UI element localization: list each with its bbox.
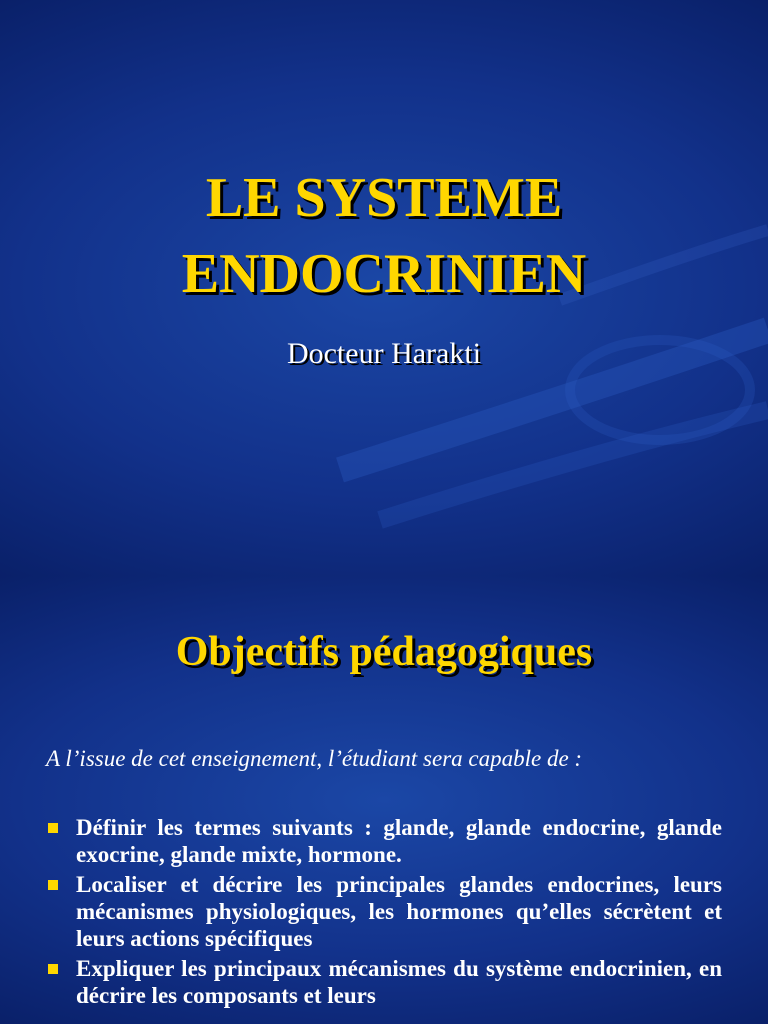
- square-bullet-icon: [48, 880, 58, 890]
- slide-title-line-1: LE SYSTEME: [205, 167, 563, 229]
- slide-subtitle-author: Docteur Harakti: [286, 337, 482, 370]
- square-bullet-icon: [48, 964, 58, 974]
- square-bullet-icon: [48, 823, 58, 833]
- list-item-text: Définir les termes suivants : glande, glande endocrine, glande exocrine, glande mixte, hormone.: [76, 815, 722, 867]
- objectives-title: Objectifs pédagogiques: [175, 629, 593, 675]
- objectives-list: [46, 814, 722, 1012]
- list-item: [46, 814, 722, 868]
- list-item: [46, 955, 722, 1009]
- list-item: [46, 871, 722, 952]
- objectives-intro: A l’issue de cet enseignement, l’étudiant sera capable de :: [46, 746, 583, 771]
- list-item-text: Localiser et décrire les principales glandes endocrines, leurs mécanismes physiologiques, les hormones qu’elles sécrètent et leurs actions spécifiques: [76, 872, 722, 951]
- objectives-slide: [0, 576, 768, 1024]
- slide-title-line-2: ENDOCRINIEN: [181, 243, 587, 305]
- slide-title: [0, 160, 768, 312]
- list-item-text: Expliquer les principaux mécanismes du système endocrinien, en décrire les composants et leurs: [76, 956, 722, 1008]
